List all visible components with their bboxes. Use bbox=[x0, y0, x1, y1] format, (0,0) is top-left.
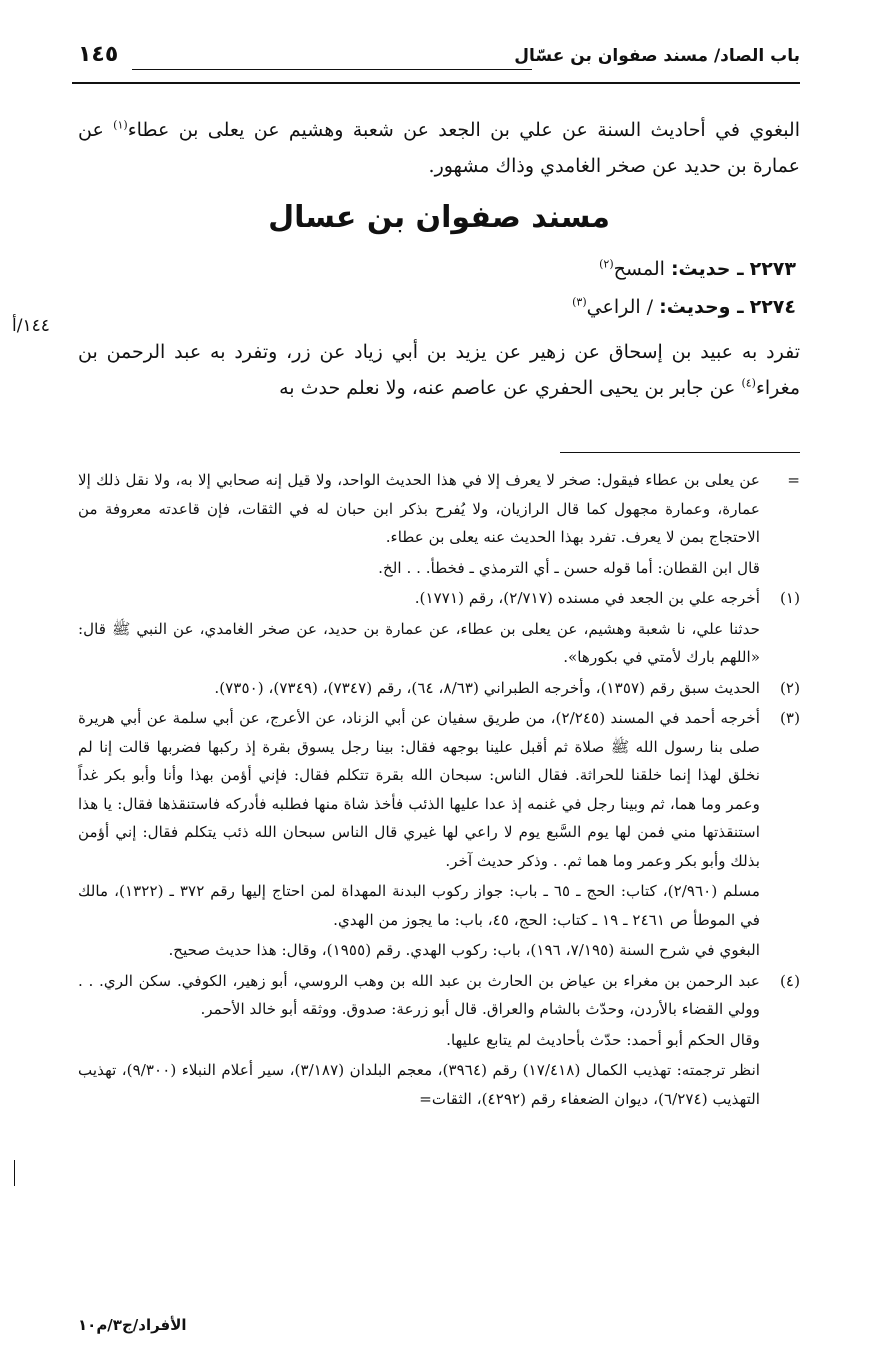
footnote-ref-3: (٣) bbox=[572, 295, 587, 309]
footnote-number: (٤) bbox=[779, 971, 800, 990]
footnote-ref-1: (١) bbox=[113, 118, 128, 132]
main-text bbox=[78, 112, 800, 406]
header-leader-line bbox=[132, 69, 532, 70]
continuation-marker: = bbox=[787, 471, 800, 489]
footnote-separator bbox=[560, 452, 800, 453]
hadith-entry-2274: ٢٢٧٤ ـ وحديث: / الراعي$^{(٣)}$ bbox=[572, 295, 796, 318]
footnote-continuation: = عن يعلى بن عطاء فيقول: صخر لا يعرف إلا في هذا الحديث الواحد، ولا قيل إنه صحابي إلا به، ولا نقل ذلك إلا عمارة، وعمارة مجهول كما قال الرازيان، ولا يُفرح بذكر ابن حبان له في الثقات، فإن قاعدته معروفة من الاحتجاج بمن لا يعرف. تفرد بهذا الحديث عنه يعلى بن عطاء. قال ابن القطان: أما قوله حسن ـ أي الترمذي ـ فخطأ. . . الخ. bbox=[78, 466, 800, 582]
hadith-label: ـ حديث: bbox=[670, 258, 744, 280]
manuscript-folio-note: ١٤٤/أ bbox=[12, 316, 50, 336]
running-header bbox=[72, 40, 800, 84]
footnote-1: (١) أخرجه علي بن الجعد في مسنده (٢/٧١٧)، رقم (١٧٧١). حدثنا علي، نا شعبة وهشيم، عن يعلى بن عطاء، عن عمارة بن حديد، عن صخر الغامدي، عن النبي ﷺ قال: «اللهم بارك لأمتي في بكورها». bbox=[78, 584, 800, 672]
footnote-3: (٣) أخرجه أحمد في المسند (٢/٢٤٥)، من طريق سفيان عن أبي الزناد، عن الأعرج، عن أبي سلمة عن أبي هريرة صلى بنا رسول الله ﷺ صلاة ثم أقبل علينا بوجهه فقال: بينا رجل يسوق بقرة إذ ركبها فضربها قالت إنا لم نخلق لهذا إنما خلقنا للحراثة. فقال الناس: سبحان الله بقرة تتكلم فقال: فإني أؤمن بهذا وأنا وأبو بكر غداً وعمر وما هما، ثم وبينا رجل في غنمه إذ عدا عليها الذئب فأخذ شاة منها فطلبه فأدركه فاستنقذها فقال: يا هذا استنقذتها مني فمن لها يوم السَّبع يوم لا راعي لها غيري قال الناس سبحان الله ذئب يتكلم فقال: إني أؤمن بذلك وأبو بكر وعمر وما هما ثم. . وذكر حديث آخر. مسلم (٢/٩٦٠)، كتاب: الحج ـ ٦٥ ـ باب: جواز ركوب البدنة المهداة لمن احتاج إليها رقم ٣٧٢ ـ (١٣٢٢)، مالك في الموطأ ص ٢٤٦١ ـ ١٩ ـ كتاب: الحج، ٤٥، باب: ما يجوز من الهدي. البغوي في شرح السنة (٧/١٩٥، ١٩٦)، باب: ركوب الهدي. رقم (١٩٥٥)، وقال: هذا حديث صحيح. bbox=[78, 704, 800, 965]
header-rule bbox=[72, 82, 800, 84]
header-title: باب الصاد/ مسند صفوان بن عسّال bbox=[514, 46, 800, 66]
intro-paragraph: البغوي في أحاديث السنة عن علي بن الجعد عن شعبة وهشيم عن يعلى بن عطاء$^{(١)}$ عن عمارة بن حديد عن صخر الغامدي وذاك مشهور. bbox=[78, 118, 800, 177]
footnote-4: (٤) عبد الرحمن بن مغراء بن عياض بن الحارث بن عبد الله بن وهب الروسي، أبو زهير، الكوفي. سكن الري. . . وولي القضاء بالأردن، وحدّث بالشام والعراق. قال أبو زرعة: صدوق. ووثقه أبو خالد الأحمر. وقال الحكم أبو أحمد: حدّث بأحاديث لم يتابع عليها. انظر ترجمته: تهذيب الكمال (١٧/٤١٨) رقم (٣٩٦٤)، معجم البلدان (٣/١٨٧)، سير أعلام النبلاء (٩/٣٠٠)، تهذيب التهذيب (٦/٢٧٤)، ديوان الضعفاء رقم (٤٢٩٢)، الثقات= bbox=[78, 967, 800, 1114]
footnote-number: (٢) bbox=[779, 678, 800, 697]
printer-signature: الأفراد/ج٣/م١٠ bbox=[78, 1316, 187, 1334]
footnotes bbox=[78, 466, 800, 1115]
hadith-entry-2273: ٢٢٧٣ ـ حديث: المسح$^{(٢)}$ bbox=[599, 257, 796, 280]
footnote-ref-4: (٤) bbox=[741, 376, 756, 390]
footnote-number: (٣) bbox=[779, 709, 800, 727]
closing-paragraph: تفرد به عبيد بن إسحاق عن زهير عن يزيد بن أبي زياد عن زر، وتفرد به عبد الرحمن بن مغراء$^{(٤)}$ عن جابر بن يحيى الحفري عن عاصم عنه، ولا نعلم حدث به bbox=[78, 341, 800, 399]
section-title: مسند صفوان بن عسال bbox=[268, 200, 610, 235]
hadith-number: ٢٢٧٣ bbox=[749, 258, 796, 280]
footnote-2: (٢) الحديث سبق رقم (١٣٥٧)، وأخرجه الطبراني (٨/٦٣، ٦٤)، رقم (٧٣٤٧)، (٧٣٤٩)، (٧٣٥٠). bbox=[78, 674, 800, 703]
footnote-number: (١) bbox=[779, 589, 800, 607]
hadith-number: ٢٢٧٤ bbox=[749, 296, 796, 318]
margin-mark bbox=[14, 1160, 15, 1186]
hadith-label: ـ وحديث: bbox=[659, 296, 744, 318]
page-number: ١٤٥ bbox=[78, 42, 119, 67]
footnote-ref-2: (٢) bbox=[599, 257, 614, 271]
